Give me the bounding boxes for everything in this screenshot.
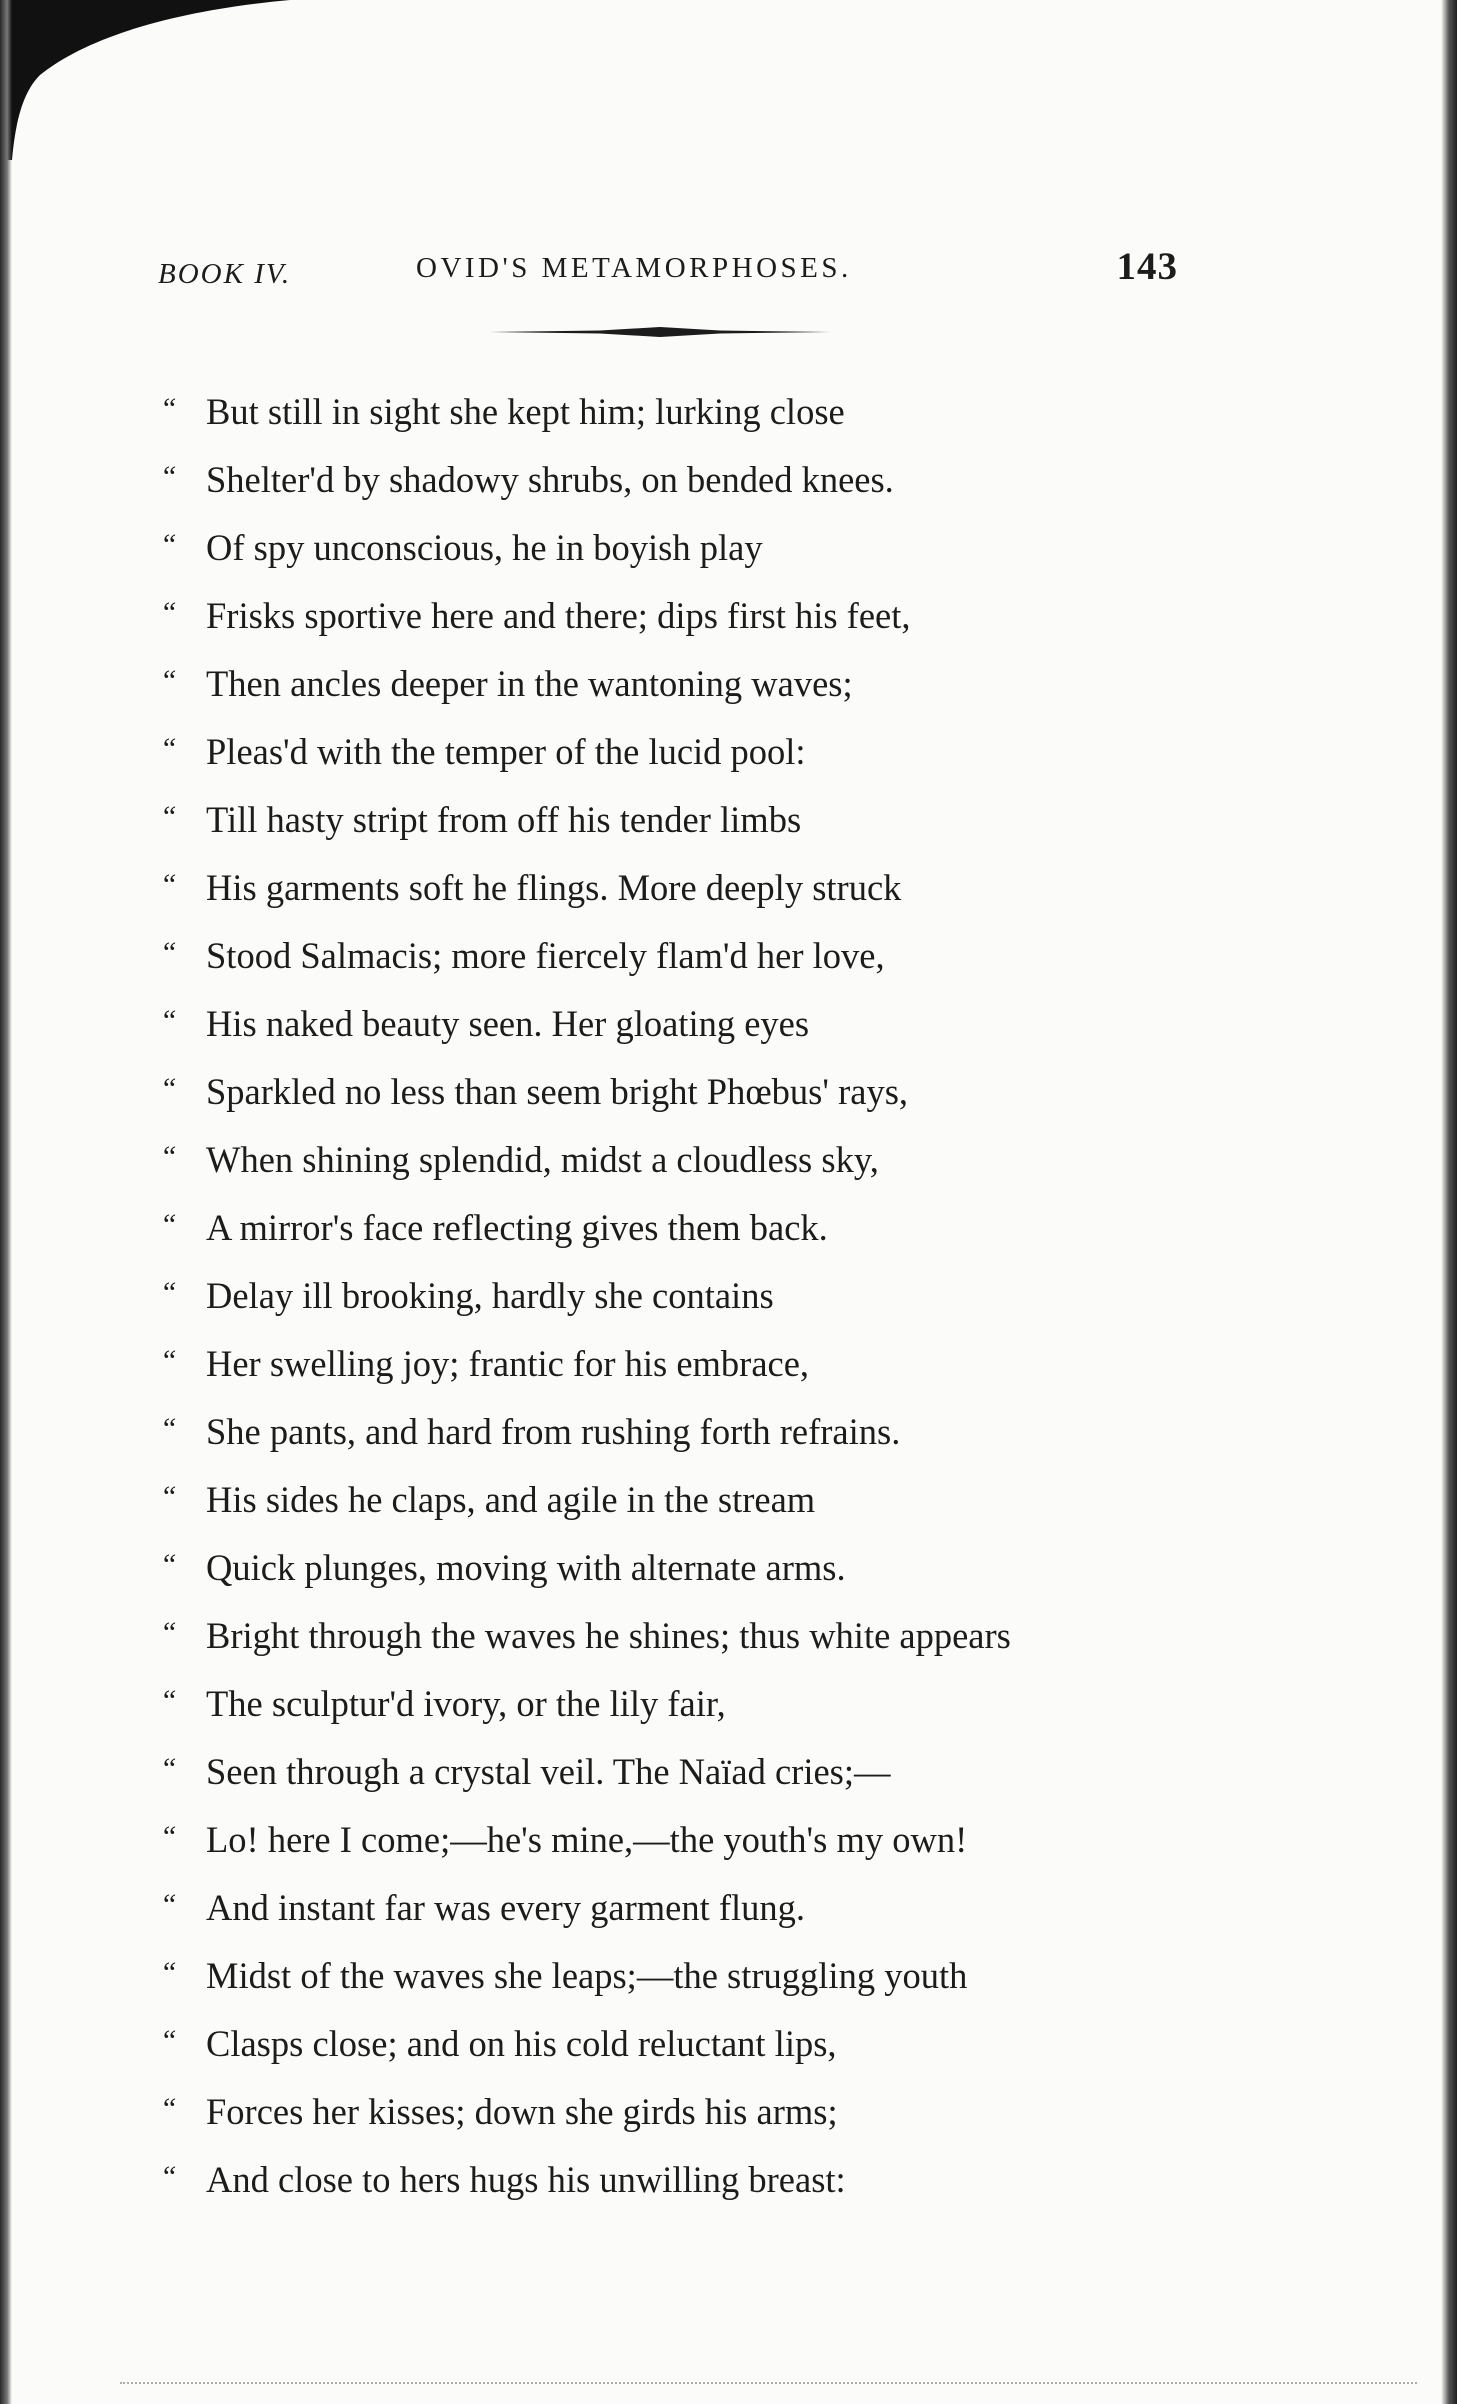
page-left-edge-shadow [0,0,12,2404]
verse-line [160,1667,1280,1735]
opening-quote-mark: “ [160,1956,177,1989]
verse-text: Her swelling joy; frantic for his embrace, [206,1343,810,1384]
running-title: OVID'S METAMORPHOSES. [416,252,852,284]
page-bottom-edge [120,2382,1417,2398]
verse-text: Forces her kisses; down she girds his arms; [206,2091,838,2132]
verse-line [160,443,1280,511]
verse-text: A mirror's face reflecting gives them back. [206,1207,828,1248]
verse-text: His naked beauty seen. Her gloating eyes [206,1003,810,1044]
page-number: 143 [1116,245,1178,288]
verse-line [160,375,1280,443]
verse-line [160,1123,1280,1191]
opening-quote-mark: “ [160,936,177,969]
verse-line [160,1735,1280,1803]
verse-text: Bright through the waves he shines; thus white appears [206,1615,1011,1656]
opening-quote-mark: “ [160,732,177,765]
opening-quote-mark: “ [160,392,177,425]
opening-quote-mark: “ [160,1888,177,1921]
opening-quote-mark: “ [160,1140,177,1173]
verse-line [160,2007,1280,2075]
verse-text: And close to hers hugs his unwilling breast: [206,2159,846,2200]
opening-quote-mark: “ [160,528,177,561]
corner-fold-shadow [0,0,290,160]
verse-line [160,1531,1280,1599]
verse-line [160,919,1280,987]
opening-quote-mark: “ [160,1072,177,1105]
verse-text: Clasps close; and on his cold reluctant lips, [206,2023,837,2064]
verse-line [160,1327,1280,1395]
opening-quote-mark: “ [160,2160,177,2193]
verse-block [160,375,1280,2211]
opening-quote-mark: “ [160,2092,177,2125]
verse-line [160,987,1280,1055]
verse-line [160,1395,1280,1463]
opening-quote-mark: “ [160,868,177,901]
verse-line [160,1939,1280,2007]
verse-text: Then ancles deeper in the wantoning waves; [206,663,853,704]
verse-line [160,647,1280,715]
verse-text: His garments soft he flings. More deeply struck [206,867,902,908]
opening-quote-mark: “ [160,664,177,697]
verse-line [160,1599,1280,1667]
opening-quote-mark: “ [160,596,177,629]
opening-quote-mark: “ [160,1412,177,1445]
verse-text: When shining splendid, midst a cloudless sky, [206,1139,879,1180]
verse-line [160,851,1280,919]
verse-line [160,715,1280,783]
opening-quote-mark: “ [160,1616,177,1649]
head-rule-ornament [490,326,830,338]
verse-text: And instant far was every garment flung. [206,1887,806,1928]
verse-text: Stood Salmacis; more fiercely flam'd her love, [206,935,885,976]
verse-text: Frisks sportive here and there; dips first his feet, [206,595,911,636]
opening-quote-mark: “ [160,1480,177,1513]
opening-quote-mark: “ [160,2024,177,2057]
verse-line [160,783,1280,851]
verse-text: But still in sight she kept him; lurking close [206,391,845,432]
verse-text: Sparkled no less than seem bright Phœbus' rays, [206,1071,909,1112]
book-label: BOOK IV. [158,258,292,290]
verse-text: Quick plunges, moving with alternate arms. [206,1547,846,1588]
verse-line [160,2075,1280,2143]
verse-text: Midst of the waves she leaps;—the struggling youth [206,1955,968,1996]
verse-text: His sides he claps, and agile in the stream [206,1479,816,1520]
opening-quote-mark: “ [160,460,177,493]
verse-line [160,1259,1280,1327]
verse-line [160,1871,1280,1939]
verse-text: Till hasty stript from off his tender limbs [206,799,802,840]
verse-text: She pants, and hard from rushing forth refrains. [206,1411,901,1452]
verse-text: Delay ill brooking, hardly she contains [206,1275,774,1316]
verse-line [160,1055,1280,1123]
verse-line [160,579,1280,647]
opening-quote-mark: “ [160,1752,177,1785]
verse-line [160,1803,1280,1871]
opening-quote-mark: “ [160,1344,177,1377]
verse-text: Shelter'd by shadowy shrubs, on bended knees. [206,459,894,500]
opening-quote-mark: “ [160,1820,177,1853]
verse-line [160,1191,1280,1259]
verse-text: Seen through a crystal veil. The Naïad cries;— [206,1751,891,1792]
verse-line [160,1463,1280,1531]
opening-quote-mark: “ [160,1276,177,1309]
opening-quote-mark: “ [160,1548,177,1581]
verse-line [160,511,1280,579]
opening-quote-mark: “ [160,800,177,833]
page-right-edge-shadow [1441,0,1457,2404]
verse-text: The sculptur'd ivory, or the lily fair, [206,1683,726,1724]
opening-quote-mark: “ [160,1684,177,1717]
verse-text: Lo! here I come;—he's mine,—the youth's my own! [206,1819,968,1860]
verse-text: Pleas'd with the temper of the lucid pool: [206,731,806,772]
verse-line [160,2143,1280,2211]
running-head [158,244,1178,294]
opening-quote-mark: “ [160,1004,177,1037]
verse-text: Of spy unconscious, he in boyish play [206,527,763,568]
opening-quote-mark: “ [160,1208,177,1241]
